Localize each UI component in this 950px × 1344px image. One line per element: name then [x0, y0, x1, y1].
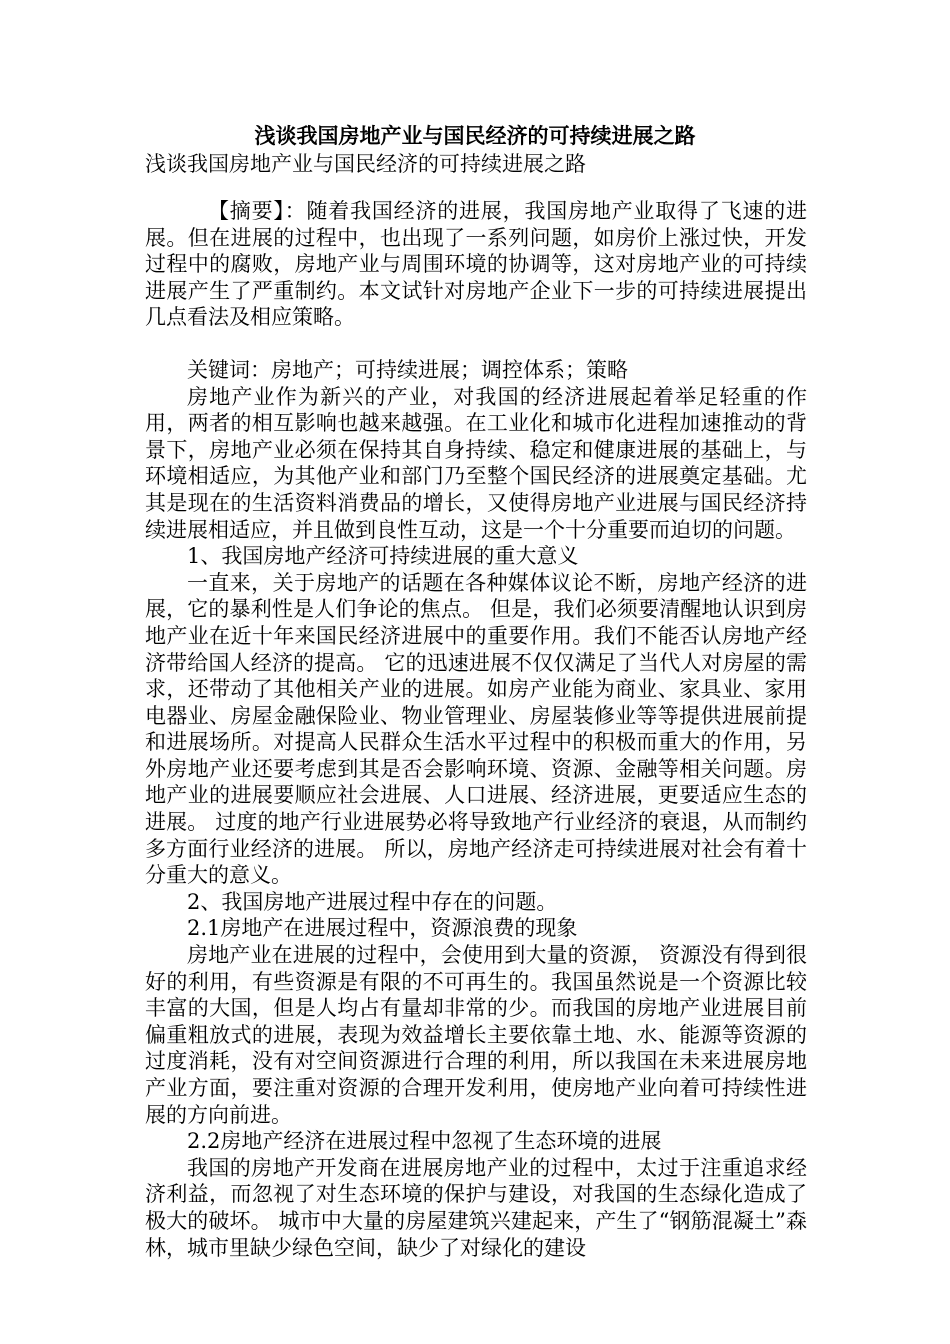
body-paragraph: 房地产业作为新兴的产业，对我国的经济进展起着举足轻重的作用，两者的相互影响也越来越强。在工业化和城市化进程加速推动的背景下，房地产业必须在保持其自身持续、稳定和健康进展的基础上，与环境相适应，为其他产业和部门乃至整个国民经济的进展奠定基础。尤其是现在的生活资料消费品的增长，又使得房地产业进展与国民经济持续进展相适应，并且做到良性互动，这是一个十分重要而迫切的问题。 [145, 384, 807, 542]
section-heading: 1、我国房地产经济可持续进展的重大意义 [187, 544, 579, 569]
body-paragraph: 一直来，关于房地产的话题在各种媒体议论不断，房地产经济的进展，它的暴利性是人们争论的焦点。 但是，我们必须要清醒地认识到房地产业在近十年来国民经济进展中的重要作用。我们不能否认房地产经济带给国人经济的提高。 它的迅速进展不仅仅满足了当代人对房屋的需求，还带动了其他相关产业的进展。如房产业能为商业、家具业、家用电器业、房屋金融保险业、物业管理业、房屋装修业等等提供进展前提和进展场所。对提高人民群众生活水平过程中的积极而重大的作用，另外房地产业还要考虑到其是否会影响环境、资源、金融等相关问题。房地产业的进展要顺应社会进展、人口进展、经济进展，更要适应生态的进展。 过度的地产行业进展势必将导致地产行业经济的衰退，从而制约多方面行业经济的进展。 所以，房地产经济走可持续进展对社会有着十分重大的意义。 [145, 570, 807, 888]
subsection-heading: 2.2房地产经济在进展过程中忽视了生态环境的进展 [187, 1129, 662, 1154]
subsection-heading: 2.1房地产在进展过程中，资源浪费的现象 [187, 916, 578, 941]
section-heading: 2、我国房地产进展过程中存在的问题。 [187, 889, 558, 914]
document-subtitle: 浅谈我国房地产业与国民经济的可持续进展之路 [145, 152, 586, 176]
body-paragraph: 我国的房地产开发商在进展房地产业的过程中，太过于注重追求经济利益，而忽视了对生态环境的保护与建设，对我国的生态绿化造成了极大的破坏。 城市中大量的房屋建筑兴建起来，产生了“钢筋混凝土”森林，城市里缺少绿色空间，缺少了对绿化的建设 [145, 1155, 807, 1260]
abstract-paragraph: 【摘要】：随着我国经济的进展，我国房地产业取得了飞速的进展。但在进展的过程中，也出现了一系列问题，如房价上涨过快，开发过程中的腐败，房地产业与周围环境的协调等，这对房地产业的可持续进展产生了严重制约。本文试针对房地产企业下一步的可持续进展提出几点看法及相应策略。 [145, 199, 807, 330]
paragraph-spacer [145, 331, 807, 357]
body-paragraph: 房地产业在进展的过程中，会使用到大量的资源， 资源没有得到很好的利用，有些资源是有限的不可再生的。我国虽然说是一个资源比较丰富的大国，但是人均占有量却非常的少。而我国的房地产业进展目前偏重粗放式的进展，表现为效益增长主要依靠土地、水、能源等资源的过度消耗，没有对空间资源进行合理的利用，所以我国在未来进展房地产业方面，要注重对资源的合理开发利用，使房地产业向着可持续性进展的方向前进。 [145, 943, 807, 1127]
document-title: 浅谈我国房地产业与国民经济的可持续进展之路 [254, 123, 696, 148]
document-body [145, 198, 807, 1261]
keywords-paragraph: 关键词：房地产；可持续进展；调控体系；策略 [187, 357, 628, 382]
